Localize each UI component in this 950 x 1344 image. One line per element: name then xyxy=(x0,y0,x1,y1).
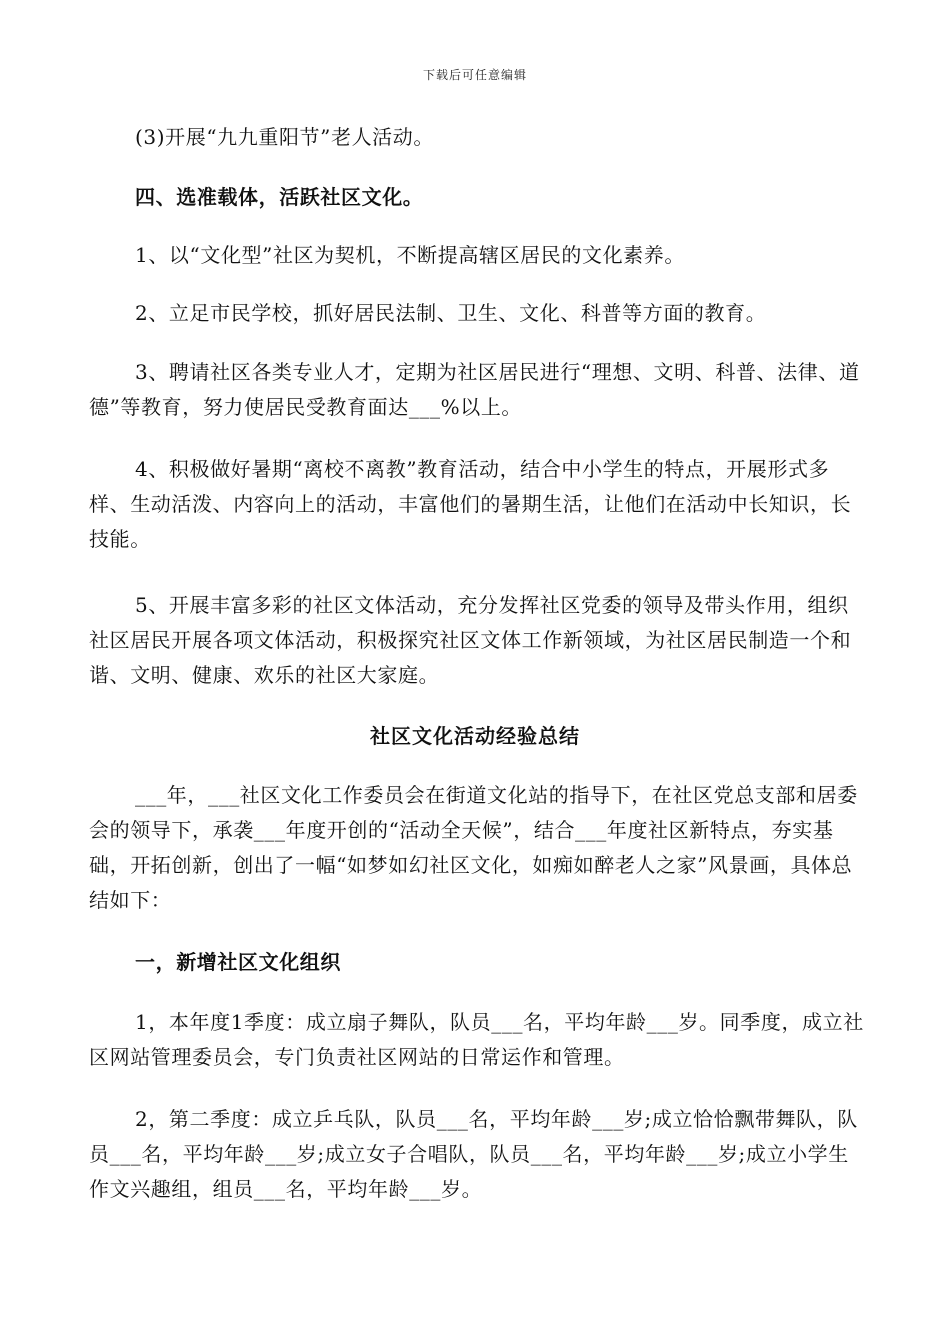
section-title: 社区文化活动经验总结 xyxy=(370,724,580,748)
subheading-new-organizations: 一，新增社区文化组织 xyxy=(135,950,341,974)
paragraph-chongyang: (3)开展“九九重阳节”老人活动。 xyxy=(135,125,434,149)
paragraph-item-2: 2、立足市民学校，抓好居民法制、卫生、文化、科普等方面的教育。 xyxy=(135,301,767,325)
section-heading-four: 四、选准载体，活跃社区文化。 xyxy=(135,185,424,209)
paragraph-item-3: 3、聘请社区各类专业人才，定期为社区居民进行“理想、文明、科普、法律、道德”等教育，努力使居民受教育面达___%以上。 xyxy=(89,360,860,419)
paragraph-quarter-1: 1，本年度1季度：成立扇子舞队，队员___名，平均年龄___岁。同季度，成立社区网站管理委员会，专门负责社区网站的日常运作和管理。 xyxy=(89,1010,864,1069)
paragraph-item-1: 1、以“文化型”社区为契机，不断提高辖区居民的文化素养。 xyxy=(135,243,685,267)
paragraph-quarter-2: 2，第二季度：成立乒乓队，队员___名，平均年龄___岁;成立恰恰飘带舞队，队员___名，平均年龄___岁;成立女子合唱队，队员___名，平均年龄___岁;成立小学生作文兴趣组，组员___名，平均年龄___岁。 xyxy=(89,1107,858,1201)
summary-intro: ___年，___社区文化工作委员会在街道文化站的指导下，在社区党总支部和居委会的领导下，承袭___年度开创的“活动全天候”，结合___年度社区新特点，夯实基础，开拓创新，创出了一幅“如梦如幻社区文化，如痴如醉老人之家”风景画，具体总结如下： xyxy=(89,783,858,912)
paragraph-item-4: 4、积极做好暑期“离校不离教”教育活动，结合中小学生的特点，开展形式多样、生动活泼、内容向上的活动，丰富他们的暑期生活，让他们在活动中长知识，长技能。 xyxy=(89,457,852,551)
page-header: 下载后可任意编辑 xyxy=(422,68,527,82)
paragraph-item-5: 5、开展丰富多彩的社区文体活动，充分发挥社区党委的领导及带头作用，组织社区居民开展各项文体活动，积极探究社区文体工作新领域，为社区居民制造一个和谐、文明、健康、欢乐的社区大家庭。 xyxy=(89,593,852,687)
